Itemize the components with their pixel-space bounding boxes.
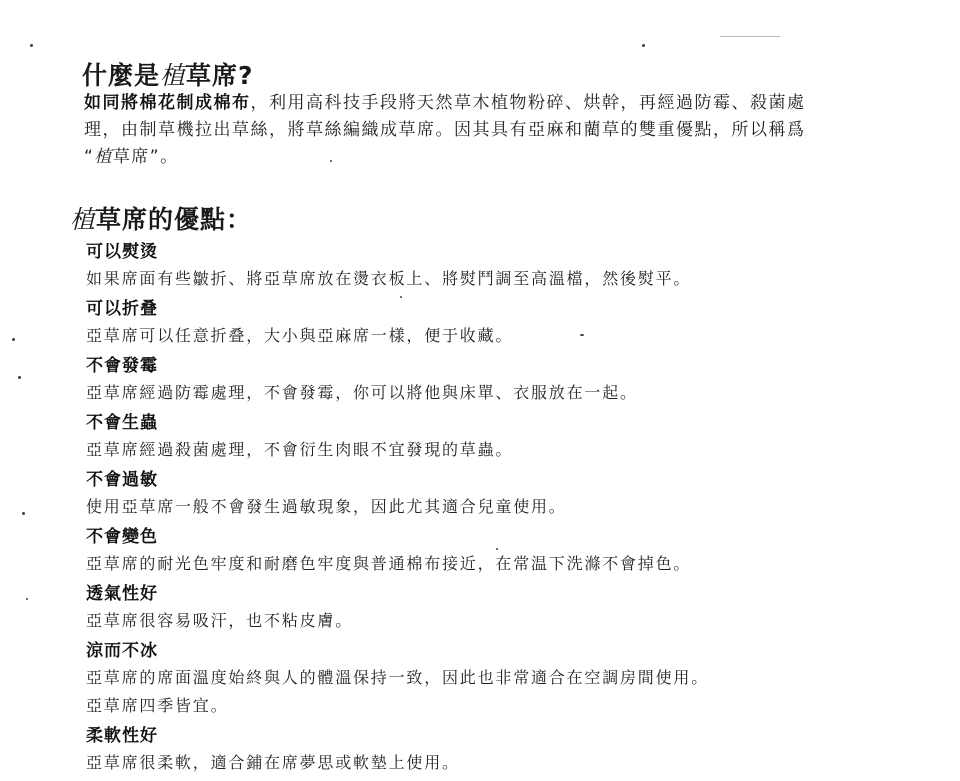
feature-title: 柔軟性好: [86, 726, 158, 746]
feature-item: [86, 582, 906, 635]
feature-description: 使用亞草席一般不會發生過敏現象，因此尤其適合兒童使用。: [86, 497, 567, 516]
scan-speck: [30, 44, 33, 47]
intro-quote-open: “: [84, 147, 95, 167]
scan-speck: [12, 338, 15, 341]
feature-item: [86, 639, 906, 720]
feature-title: 涼而不冰: [86, 641, 158, 661]
intro-line-1: [84, 90, 894, 117]
feature-description: 亞草席四季皆宜。: [86, 696, 229, 715]
feature-title: 可以熨烫: [86, 242, 158, 262]
section1-heading-hand: 植: [160, 61, 187, 90]
intro-line1-rest: ，利用高科技手段將天然草木植物粉碎、烘幹，再經過防霉、殺菌處: [250, 93, 806, 113]
section1-heading-post: 草席?: [186, 61, 254, 90]
feature-item: [86, 468, 906, 521]
feature-description: 亞草席很柔軟，適合鋪在席夢思或軟墊上使用。: [86, 753, 460, 772]
scan-speck: [642, 44, 645, 47]
intro-hand-char: 植: [94, 147, 113, 167]
section1-heading: [82, 56, 254, 92]
feature-title: 不會過敏: [86, 470, 158, 490]
section2-heading-post: 草席的優點：: [96, 205, 253, 234]
feature-title: 透氣性好: [86, 584, 158, 604]
feature-description: 亞草席經過殺菌處理，不會衍生肉眼不宜發現的草蟲。: [86, 440, 514, 459]
section1-heading-pre: 什麼是: [82, 61, 161, 90]
feature-item: [86, 411, 906, 464]
scan-speck: [18, 376, 21, 379]
intro-paragraph: [84, 90, 894, 171]
intro-line3-rest: 草席”。: [112, 147, 179, 167]
feature-title: 不會發霉: [86, 356, 158, 376]
feature-description: 亞草席可以任意折叠，大小與亞麻席一樣，便于收藏。: [86, 326, 514, 345]
feature-item: [86, 297, 906, 350]
intro-line-3: [84, 144, 894, 171]
scan-speck: [22, 512, 25, 515]
intro-lead: 如同將棉花制成棉布: [84, 93, 251, 113]
scan-speck: [26, 598, 28, 600]
feature-item: [86, 354, 906, 407]
feature-item: [86, 240, 906, 293]
feature-description: 亞草席很容易吸汗，也不粘皮膚。: [86, 611, 354, 630]
scan-speck: [720, 36, 780, 37]
intro-line-2: 理，由制草機拉出草絲，將草絲編織成草席。因其具有亞麻和藺草的雙重優點，所以稱爲: [84, 120, 806, 140]
feature-title: 不會生蟲: [86, 413, 158, 433]
feature-title: 可以折叠: [86, 299, 158, 319]
feature-description: 亞草席的耐光色牢度和耐磨色牢度與普通棉布接近，在常温下洗滌不會掉色。: [86, 554, 692, 573]
feature-item: [86, 724, 906, 777]
feature-item: [86, 525, 906, 578]
feature-list: [86, 240, 906, 781]
feature-title: 不會變色: [86, 527, 158, 547]
section2-heading-hand: 植: [70, 205, 97, 234]
feature-description: 亞草席經過防霉處理，不會發霉，你可以將他與床單、衣服放在一起。: [86, 383, 638, 402]
section2-heading: [70, 200, 252, 236]
feature-description: 如果席面有些皺折、將亞草席放在燙衣板上、將熨鬥調至高溫檔，然後熨平。: [86, 269, 692, 288]
feature-description: 亞草席的席面溫度始終與人的體溫保持一致，因此也非常適合在空調房間使用。: [86, 668, 710, 687]
